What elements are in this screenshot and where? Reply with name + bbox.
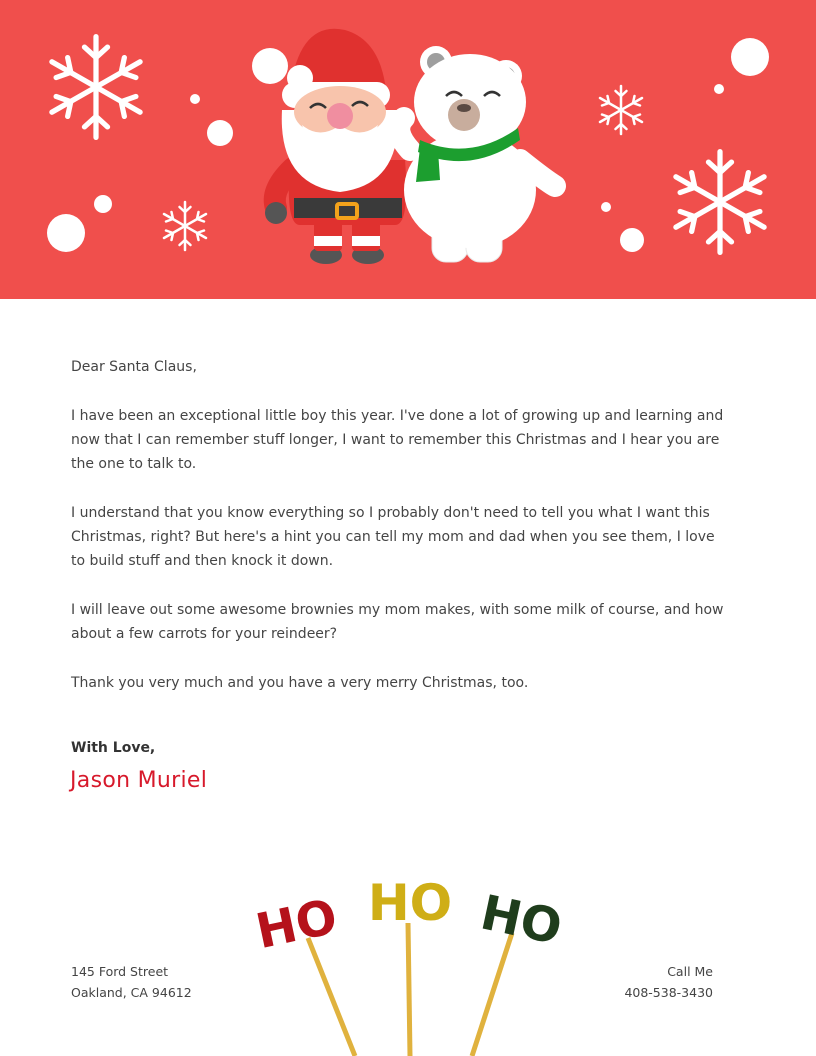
ho-ho-ho-decoration [250,868,570,1056]
paragraph: Thank you very much and you have a very merry Christmas, too. [71,675,529,691]
address-line-2: Oakland, CA 94612 [71,985,192,1000]
letter-body [71,355,731,720]
polar-bear-icon [399,46,555,262]
paragraph: I have been an exceptional little boy this year. I've done a lot of growing up and learning and now that I can remember stuff longer, I want to remember this Christmas and I hear you are the one to talk to. [71,408,724,472]
sender-contact [624,961,713,1003]
snowflake-icon [52,37,140,138]
christmas-illustration [0,0,816,299]
phone-number: 408-538-3430 [624,985,713,1000]
paragraph: I understand that you know everything so I probably don't need to tell you what I want this Christmas, right? But here's a hint you can tell my mom and dad when you see them, I love to build stuff and then knock it down. [71,505,715,569]
snowflake-icon [600,86,642,134]
address-line-1: 145 Ford Street [71,964,169,979]
greeting: Dear Santa Claus, [71,359,197,375]
closing: With Love, [71,740,156,756]
ho-word-red: HO [251,888,343,961]
snowflake-icon [676,152,764,253]
signature: Jason Muriel [70,768,208,793]
snowflake-icon [164,202,206,250]
paragraph: I will leave out some awesome brownies my mom makes, with some milk of course, and how about a few carrots for your reindeer? [71,602,724,642]
ho-word-gold: HO [367,874,453,932]
ho-word-green: HO [475,884,567,957]
sender-address [71,961,192,1003]
contact-label: Call Me [667,964,713,979]
header-banner [0,0,816,299]
